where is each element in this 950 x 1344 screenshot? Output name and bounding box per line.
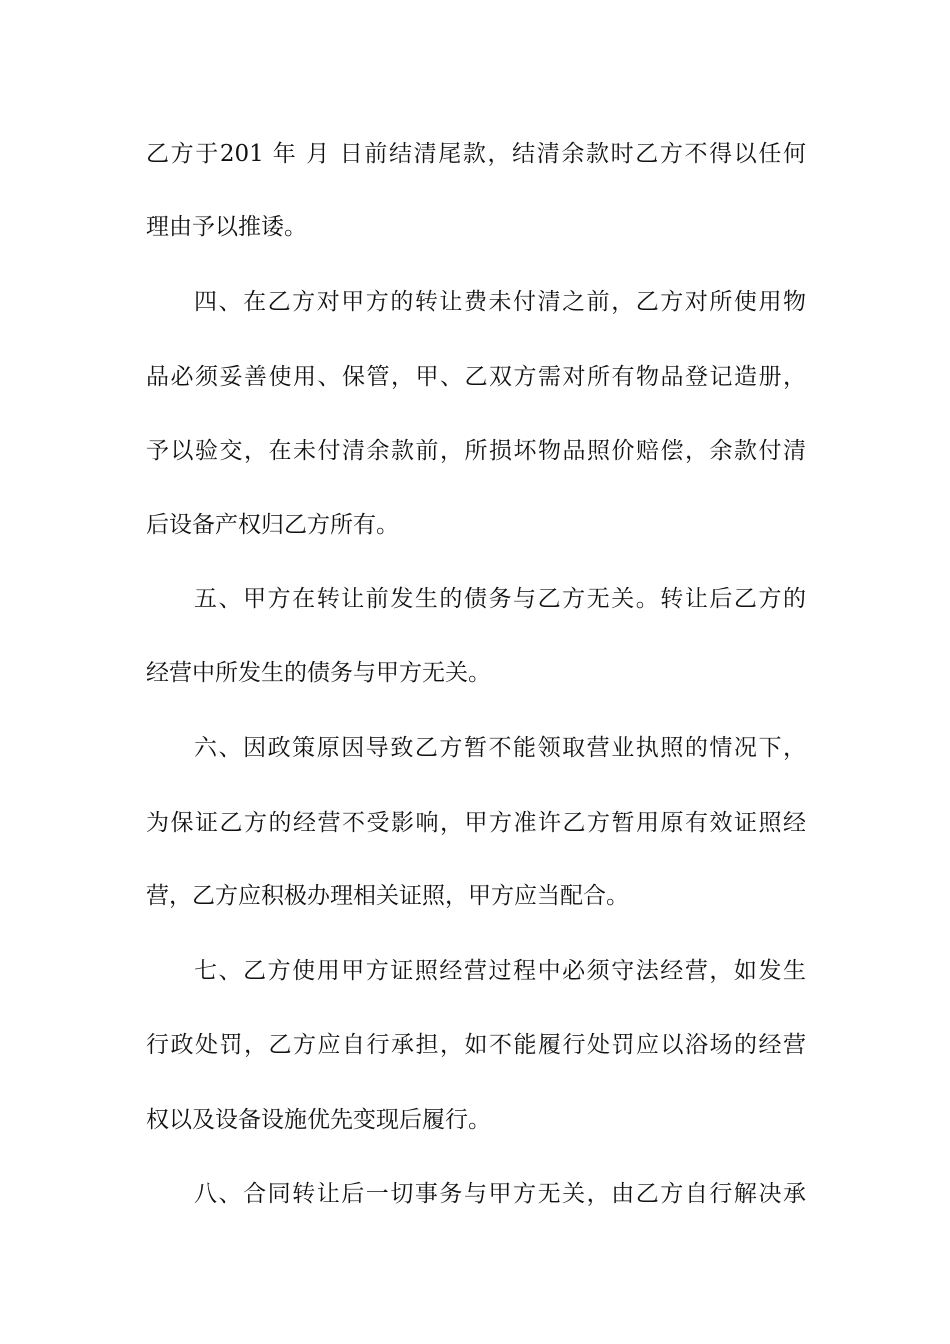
clause-5-first-line: 五、甲方在转让前发生的债务与乙方无关。转让后乙方的 [194,586,806,612]
text-line: 营，乙方应积极办理相关证照，甲方应当配合。 [146,883,629,909]
clause-8-first-line: 八、合同转让后一切事务与甲方无关，由乙方自行解决承 [194,1181,806,1207]
text-line: 予以验交，在未付清余款前，所损坏物品照价赔偿，余款付清 [146,438,806,464]
text-line: 乙方于201 年 月 日前结清尾款，结清余款时乙方不得以任何 [146,141,806,167]
clause-4-first-line: 四、在乙方对甲方的转让费未付清之前，乙方对所使用物 [194,289,806,315]
clause-7-first-line: 七、乙方使用甲方证照经营过程中必须守法经营，如发生 [194,958,806,984]
text-line: 为保证乙方的经营不受影响，甲方准许乙方暂用原有效证照经 [146,810,806,836]
text-line: 理由予以推诿。 [146,214,307,240]
text-line: 经营中所发生的债务与甲方无关。 [146,660,491,686]
text-line: 行政处罚，乙方应自行承担，如不能履行处罚应以浴场的经营 [146,1032,806,1058]
clause-6-first-line: 六、因政策原因导致乙方暂不能领取营业执照的情况下， [194,735,806,761]
text-line: 品必须妥善使用、保管，甲、乙双方需对所有物品登记造册， [146,364,806,390]
text-line: 权以及设备设施优先变现后履行。 [146,1107,491,1133]
text-line: 后设备产权归乙方所有。 [146,512,399,538]
